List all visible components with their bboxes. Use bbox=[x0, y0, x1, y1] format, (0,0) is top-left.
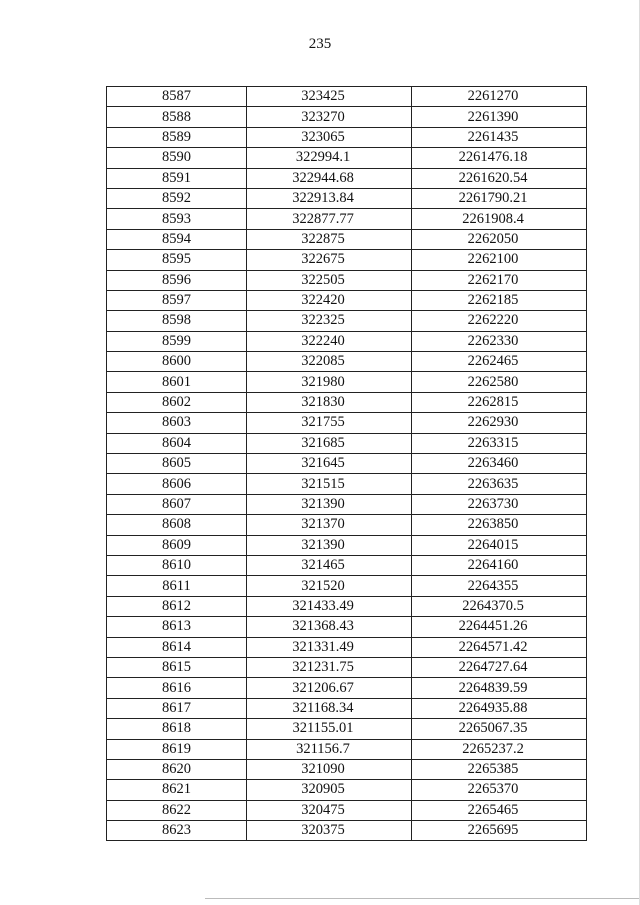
y-coordinate-cell: 2264935.88 bbox=[412, 698, 587, 718]
point-number-cell: 8615 bbox=[107, 657, 247, 677]
table-row bbox=[107, 148, 587, 168]
table-row bbox=[107, 188, 587, 208]
y-coordinate-cell: 2263850 bbox=[412, 515, 587, 535]
table-row bbox=[107, 596, 587, 616]
page-number: 235 bbox=[308, 36, 332, 52]
x-coordinate-cell: 321980 bbox=[247, 372, 412, 392]
table-row bbox=[107, 759, 587, 779]
point-number-cell: 8618 bbox=[107, 719, 247, 739]
point-number-cell: 8598 bbox=[107, 311, 247, 331]
x-coordinate-cell: 322420 bbox=[247, 290, 412, 310]
y-coordinate-cell: 2262465 bbox=[412, 352, 587, 372]
y-coordinate-cell: 2265370 bbox=[412, 780, 587, 800]
table-row bbox=[107, 678, 587, 698]
x-coordinate-cell: 321168.34 bbox=[247, 698, 412, 718]
y-coordinate-cell: 2262100 bbox=[412, 250, 587, 270]
x-coordinate-cell: 321685 bbox=[247, 433, 412, 453]
point-number-cell: 8623 bbox=[107, 821, 247, 841]
point-number-cell: 8610 bbox=[107, 555, 247, 575]
table-row bbox=[107, 739, 587, 759]
table-row bbox=[107, 168, 587, 188]
x-coordinate-cell: 320475 bbox=[247, 800, 412, 820]
x-coordinate-cell: 321520 bbox=[247, 576, 412, 596]
table-row bbox=[107, 311, 587, 331]
y-coordinate-cell: 2261270 bbox=[412, 87, 587, 107]
x-coordinate-cell: 321370 bbox=[247, 515, 412, 535]
y-coordinate-cell: 2262930 bbox=[412, 413, 587, 433]
point-number-cell: 8601 bbox=[107, 372, 247, 392]
table-body bbox=[107, 87, 587, 841]
x-coordinate-cell: 321368.43 bbox=[247, 617, 412, 637]
x-coordinate-cell: 322240 bbox=[247, 331, 412, 351]
point-number-cell: 8605 bbox=[107, 454, 247, 474]
point-number-cell: 8622 bbox=[107, 800, 247, 820]
y-coordinate-cell: 2264355 bbox=[412, 576, 587, 596]
x-coordinate-cell: 322505 bbox=[247, 270, 412, 290]
table-row bbox=[107, 372, 587, 392]
point-number-cell: 8617 bbox=[107, 698, 247, 718]
point-number-cell: 8616 bbox=[107, 678, 247, 698]
x-coordinate-cell: 322877.77 bbox=[247, 209, 412, 229]
y-coordinate-cell: 2265465 bbox=[412, 800, 587, 820]
x-coordinate-cell: 321390 bbox=[247, 535, 412, 555]
table-row bbox=[107, 515, 587, 535]
point-number-cell: 8590 bbox=[107, 148, 247, 168]
y-coordinate-cell: 2262170 bbox=[412, 270, 587, 290]
table-row bbox=[107, 433, 587, 453]
point-number-cell: 8599 bbox=[107, 331, 247, 351]
y-coordinate-cell: 2261790.21 bbox=[412, 188, 587, 208]
y-coordinate-cell: 2262330 bbox=[412, 331, 587, 351]
y-coordinate-cell: 2262580 bbox=[412, 372, 587, 392]
x-coordinate-cell: 321206.67 bbox=[247, 678, 412, 698]
table-row bbox=[107, 474, 587, 494]
x-coordinate-cell: 321231.75 bbox=[247, 657, 412, 677]
y-coordinate-cell: 2265237.2 bbox=[412, 739, 587, 759]
x-coordinate-cell: 321465 bbox=[247, 555, 412, 575]
point-number-cell: 8594 bbox=[107, 229, 247, 249]
y-coordinate-cell: 2263635 bbox=[412, 474, 587, 494]
table-row bbox=[107, 494, 587, 514]
y-coordinate-cell: 2264370.5 bbox=[412, 596, 587, 616]
x-coordinate-cell: 321515 bbox=[247, 474, 412, 494]
x-coordinate-cell: 323270 bbox=[247, 107, 412, 127]
table-row bbox=[107, 780, 587, 800]
table-row bbox=[107, 454, 587, 474]
y-coordinate-cell: 2263460 bbox=[412, 454, 587, 474]
table-row bbox=[107, 719, 587, 739]
table-row bbox=[107, 800, 587, 820]
y-coordinate-cell: 2263315 bbox=[412, 433, 587, 453]
y-coordinate-cell: 2264015 bbox=[412, 535, 587, 555]
x-coordinate-cell: 322085 bbox=[247, 352, 412, 372]
point-number-cell: 8595 bbox=[107, 250, 247, 270]
x-coordinate-cell: 322994.1 bbox=[247, 148, 412, 168]
y-coordinate-cell: 2264727.64 bbox=[412, 657, 587, 677]
point-number-cell: 8606 bbox=[107, 474, 247, 494]
point-number-cell: 8609 bbox=[107, 535, 247, 555]
y-coordinate-cell: 2261908.4 bbox=[412, 209, 587, 229]
table-row bbox=[107, 413, 587, 433]
point-number-cell: 8613 bbox=[107, 617, 247, 637]
y-coordinate-cell: 2261620.54 bbox=[412, 168, 587, 188]
x-coordinate-cell: 323065 bbox=[247, 127, 412, 147]
y-coordinate-cell: 2262815 bbox=[412, 392, 587, 412]
point-number-cell: 8597 bbox=[107, 290, 247, 310]
point-number-cell: 8588 bbox=[107, 107, 247, 127]
point-number-cell: 8604 bbox=[107, 433, 247, 453]
table-row bbox=[107, 657, 587, 677]
point-number-cell: 8611 bbox=[107, 576, 247, 596]
y-coordinate-cell: 2265695 bbox=[412, 821, 587, 841]
x-coordinate-cell: 322913.84 bbox=[247, 188, 412, 208]
table-row bbox=[107, 209, 587, 229]
point-number-cell: 8602 bbox=[107, 392, 247, 412]
y-coordinate-cell: 2263730 bbox=[412, 494, 587, 514]
point-number-cell: 8592 bbox=[107, 188, 247, 208]
table-row bbox=[107, 352, 587, 372]
table-row bbox=[107, 250, 587, 270]
x-coordinate-cell: 321155.01 bbox=[247, 719, 412, 739]
y-coordinate-cell: 2262050 bbox=[412, 229, 587, 249]
x-coordinate-cell: 321830 bbox=[247, 392, 412, 412]
x-coordinate-cell: 323425 bbox=[247, 87, 412, 107]
y-coordinate-cell: 2264160 bbox=[412, 555, 587, 575]
point-number-cell: 8593 bbox=[107, 209, 247, 229]
x-coordinate-cell: 322675 bbox=[247, 250, 412, 270]
y-coordinate-cell: 2265385 bbox=[412, 759, 587, 779]
table-row bbox=[107, 555, 587, 575]
point-number-cell: 8591 bbox=[107, 168, 247, 188]
y-coordinate-cell: 2264839.59 bbox=[412, 678, 587, 698]
x-coordinate-cell: 321090 bbox=[247, 759, 412, 779]
point-number-cell: 8620 bbox=[107, 759, 247, 779]
x-coordinate-cell: 321156.7 bbox=[247, 739, 412, 759]
point-number-cell: 8587 bbox=[107, 87, 247, 107]
y-coordinate-cell: 2262220 bbox=[412, 311, 587, 331]
point-number-cell: 8621 bbox=[107, 780, 247, 800]
y-coordinate-cell: 2261390 bbox=[412, 107, 587, 127]
point-number-cell: 8589 bbox=[107, 127, 247, 147]
x-coordinate-cell: 321433.49 bbox=[247, 596, 412, 616]
point-number-cell: 8608 bbox=[107, 515, 247, 535]
table-row bbox=[107, 331, 587, 351]
x-coordinate-cell: 320375 bbox=[247, 821, 412, 841]
table-row bbox=[107, 270, 587, 290]
point-number-cell: 8607 bbox=[107, 494, 247, 514]
y-coordinate-cell: 2262185 bbox=[412, 290, 587, 310]
table-row bbox=[107, 576, 587, 596]
y-coordinate-cell: 2264571.42 bbox=[412, 637, 587, 657]
x-coordinate-cell: 322875 bbox=[247, 229, 412, 249]
point-number-cell: 8612 bbox=[107, 596, 247, 616]
table-row bbox=[107, 617, 587, 637]
table-row bbox=[107, 698, 587, 718]
table-row bbox=[107, 127, 587, 147]
coordinates-table bbox=[106, 86, 587, 841]
y-coordinate-cell: 2261435 bbox=[412, 127, 587, 147]
x-coordinate-cell: 321390 bbox=[247, 494, 412, 514]
table-row bbox=[107, 821, 587, 841]
table-row bbox=[107, 535, 587, 555]
point-number-cell: 8600 bbox=[107, 352, 247, 372]
table-row bbox=[107, 392, 587, 412]
x-coordinate-cell: 321645 bbox=[247, 454, 412, 474]
y-coordinate-cell: 2261476.18 bbox=[412, 148, 587, 168]
table-row bbox=[107, 87, 587, 107]
table-row bbox=[107, 637, 587, 657]
x-coordinate-cell: 321755 bbox=[247, 413, 412, 433]
table-row bbox=[107, 107, 587, 127]
table-row bbox=[107, 290, 587, 310]
x-coordinate-cell: 322944.68 bbox=[247, 168, 412, 188]
point-number-cell: 8614 bbox=[107, 637, 247, 657]
bottom-rule bbox=[205, 898, 640, 899]
x-coordinate-cell: 321331.49 bbox=[247, 637, 412, 657]
y-coordinate-cell: 2265067.35 bbox=[412, 719, 587, 739]
point-number-cell: 8619 bbox=[107, 739, 247, 759]
x-coordinate-cell: 322325 bbox=[247, 311, 412, 331]
point-number-cell: 8596 bbox=[107, 270, 247, 290]
table-row bbox=[107, 229, 587, 249]
point-number-cell: 8603 bbox=[107, 413, 247, 433]
y-coordinate-cell: 2264451.26 bbox=[412, 617, 587, 637]
x-coordinate-cell: 320905 bbox=[247, 780, 412, 800]
